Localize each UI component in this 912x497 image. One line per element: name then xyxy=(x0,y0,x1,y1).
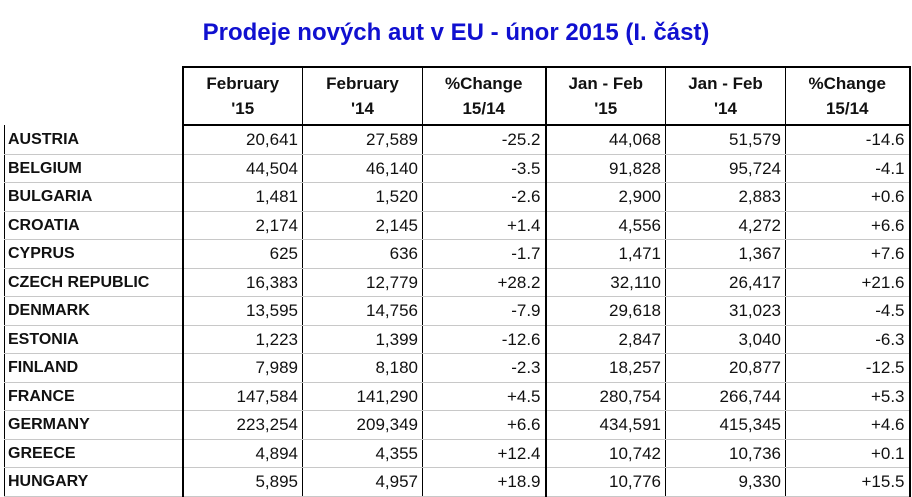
change-janfeb-cell: -6.3 xyxy=(786,325,910,354)
table-row xyxy=(5,411,910,440)
change-janfeb-cell: +4.6 xyxy=(786,411,910,440)
janfeb15-cell: 44,068 xyxy=(546,125,666,154)
col-header-line1: February xyxy=(326,74,399,93)
change-feb-cell: -12.6 xyxy=(423,325,546,354)
col-header-line1: February xyxy=(206,74,280,93)
change-feb-cell: +12.4 xyxy=(423,439,546,468)
sales-table xyxy=(4,66,911,497)
janfeb15-cell: 10,776 xyxy=(546,468,666,497)
change-feb-cell: -2.3 xyxy=(423,354,546,383)
feb15-cell: 5,895 xyxy=(183,468,303,497)
feb15-cell: 4,894 xyxy=(183,439,303,468)
feb14-cell: 141,290 xyxy=(303,382,423,411)
feb14-cell: 1,399 xyxy=(303,325,423,354)
janfeb14-cell: 20,877 xyxy=(666,354,786,383)
change-janfeb-cell: +0.1 xyxy=(786,439,910,468)
country-cell: GREECE xyxy=(5,439,183,468)
feb14-cell: 8,180 xyxy=(303,354,423,383)
change-janfeb-cell: +6.6 xyxy=(786,211,910,240)
janfeb14-cell: 31,023 xyxy=(666,297,786,326)
col-header-line2: 15/14 xyxy=(825,99,869,118)
janfeb14-cell: 1,367 xyxy=(666,240,786,269)
col-header-change-janfeb xyxy=(786,67,910,125)
table-row xyxy=(5,297,910,326)
janfeb14-cell: 95,724 xyxy=(666,154,786,183)
table-row xyxy=(5,183,910,212)
col-header-line2: 15/14 xyxy=(462,99,506,118)
feb15-cell: 13,595 xyxy=(183,297,303,326)
feb14-cell: 14,756 xyxy=(303,297,423,326)
country-cell: FINLAND xyxy=(5,354,183,383)
table-row xyxy=(5,211,910,240)
col-header-feb15 xyxy=(183,67,303,125)
col-header-line2: '14 xyxy=(714,99,737,118)
country-cell: ESTONIA xyxy=(5,325,183,354)
feb14-cell: 4,957 xyxy=(303,468,423,497)
janfeb14-cell: 4,272 xyxy=(666,211,786,240)
feb15-cell: 7,989 xyxy=(183,354,303,383)
col-header-line1: Jan - Feb xyxy=(688,74,763,93)
janfeb15-cell: 1,471 xyxy=(546,240,666,269)
change-janfeb-cell: +7.6 xyxy=(786,240,910,269)
country-cell: GERMANY xyxy=(5,411,183,440)
col-header-line2: '14 xyxy=(351,99,374,118)
feb14-cell: 4,355 xyxy=(303,439,423,468)
janfeb15-cell: 2,900 xyxy=(546,183,666,212)
change-janfeb-cell: -4.5 xyxy=(786,297,910,326)
change-feb-cell: +18.9 xyxy=(423,468,546,497)
feb15-cell: 20,641 xyxy=(183,125,303,154)
feb15-cell: 625 xyxy=(183,240,303,269)
janfeb15-cell: 10,742 xyxy=(546,439,666,468)
change-feb-cell: -25.2 xyxy=(423,125,546,154)
col-header-line1: Jan - Feb xyxy=(568,74,644,93)
feb14-cell: 12,779 xyxy=(303,268,423,297)
change-janfeb-cell: +15.5 xyxy=(786,468,910,497)
janfeb14-cell: 10,736 xyxy=(666,439,786,468)
change-janfeb-cell: -12.5 xyxy=(786,354,910,383)
table-body xyxy=(5,125,910,496)
feb15-cell: 16,383 xyxy=(183,268,303,297)
change-feb-cell: -7.9 xyxy=(423,297,546,326)
corner-cell xyxy=(5,67,183,125)
table-row xyxy=(5,268,910,297)
header-row xyxy=(5,67,910,125)
col-header-line2: '15 xyxy=(594,99,618,118)
change-janfeb-cell: +5.3 xyxy=(786,382,910,411)
janfeb14-cell: 266,744 xyxy=(666,382,786,411)
table-row xyxy=(5,354,910,383)
feb14-cell: 209,349 xyxy=(303,411,423,440)
change-janfeb-cell: +0.6 xyxy=(786,183,910,212)
country-cell: AUSTRIA xyxy=(5,125,183,154)
country-cell: CZECH REPUBLIC xyxy=(5,268,183,297)
change-feb-cell: +28.2 xyxy=(423,268,546,297)
change-feb-cell: +4.5 xyxy=(423,382,546,411)
change-feb-cell: -3.5 xyxy=(423,154,546,183)
page-title: Prodeje nových aut v EU - únor 2015 (I. část) xyxy=(202,19,710,46)
feb14-cell: 2,145 xyxy=(303,211,423,240)
janfeb14-cell: 51,579 xyxy=(666,125,786,154)
janfeb15-cell: 18,257 xyxy=(546,354,666,383)
feb14-cell: 27,589 xyxy=(303,125,423,154)
country-cell: DENMARK xyxy=(5,297,183,326)
col-header-change-feb xyxy=(423,67,546,125)
feb15-cell: 2,174 xyxy=(183,211,303,240)
col-header-janfeb15 xyxy=(546,67,666,125)
change-feb-cell: -1.7 xyxy=(423,240,546,269)
change-feb-cell: +6.6 xyxy=(423,411,546,440)
change-janfeb-cell: +21.6 xyxy=(786,268,910,297)
janfeb15-cell: 2,847 xyxy=(546,325,666,354)
table-row xyxy=(5,154,910,183)
table-row xyxy=(5,382,910,411)
change-janfeb-cell: -4.1 xyxy=(786,154,910,183)
change-feb-cell: -2.6 xyxy=(423,183,546,212)
janfeb14-cell: 26,417 xyxy=(666,268,786,297)
table-row xyxy=(5,240,910,269)
country-cell: BELGIUM xyxy=(5,154,183,183)
col-header-janfeb14 xyxy=(666,67,786,125)
janfeb15-cell: 4,556 xyxy=(546,211,666,240)
col-header-line2: '15 xyxy=(231,99,255,118)
country-cell: CROATIA xyxy=(5,211,183,240)
janfeb14-cell: 3,040 xyxy=(666,325,786,354)
feb15-cell: 147,584 xyxy=(183,382,303,411)
feb15-cell: 44,504 xyxy=(183,154,303,183)
janfeb14-cell: 2,883 xyxy=(666,183,786,212)
janfeb15-cell: 29,618 xyxy=(546,297,666,326)
col-header-line1: %Change xyxy=(445,74,523,93)
feb14-cell: 1,520 xyxy=(303,183,423,212)
table-row xyxy=(5,439,910,468)
table-row xyxy=(5,125,910,154)
change-feb-cell: +1.4 xyxy=(423,211,546,240)
country-cell: CYPRUS xyxy=(5,240,183,269)
janfeb15-cell: 280,754 xyxy=(546,382,666,411)
change-janfeb-cell: -14.6 xyxy=(786,125,910,154)
feb15-cell: 223,254 xyxy=(183,411,303,440)
feb14-cell: 636 xyxy=(303,240,423,269)
janfeb14-cell: 415,345 xyxy=(666,411,786,440)
janfeb15-cell: 434,591 xyxy=(546,411,666,440)
table-row xyxy=(5,325,910,354)
col-header-feb14 xyxy=(303,67,423,125)
feb15-cell: 1,223 xyxy=(183,325,303,354)
col-header-line1: %Change xyxy=(808,74,886,93)
country-cell: FRANCE xyxy=(5,382,183,411)
feb15-cell: 1,481 xyxy=(183,183,303,212)
country-cell: BULGARIA xyxy=(5,183,183,212)
country-cell: HUNGARY xyxy=(5,468,183,497)
feb14-cell: 46,140 xyxy=(303,154,423,183)
janfeb15-cell: 91,828 xyxy=(546,154,666,183)
table-row xyxy=(5,468,910,497)
janfeb15-cell: 32,110 xyxy=(546,268,666,297)
janfeb14-cell: 9,330 xyxy=(666,468,786,497)
